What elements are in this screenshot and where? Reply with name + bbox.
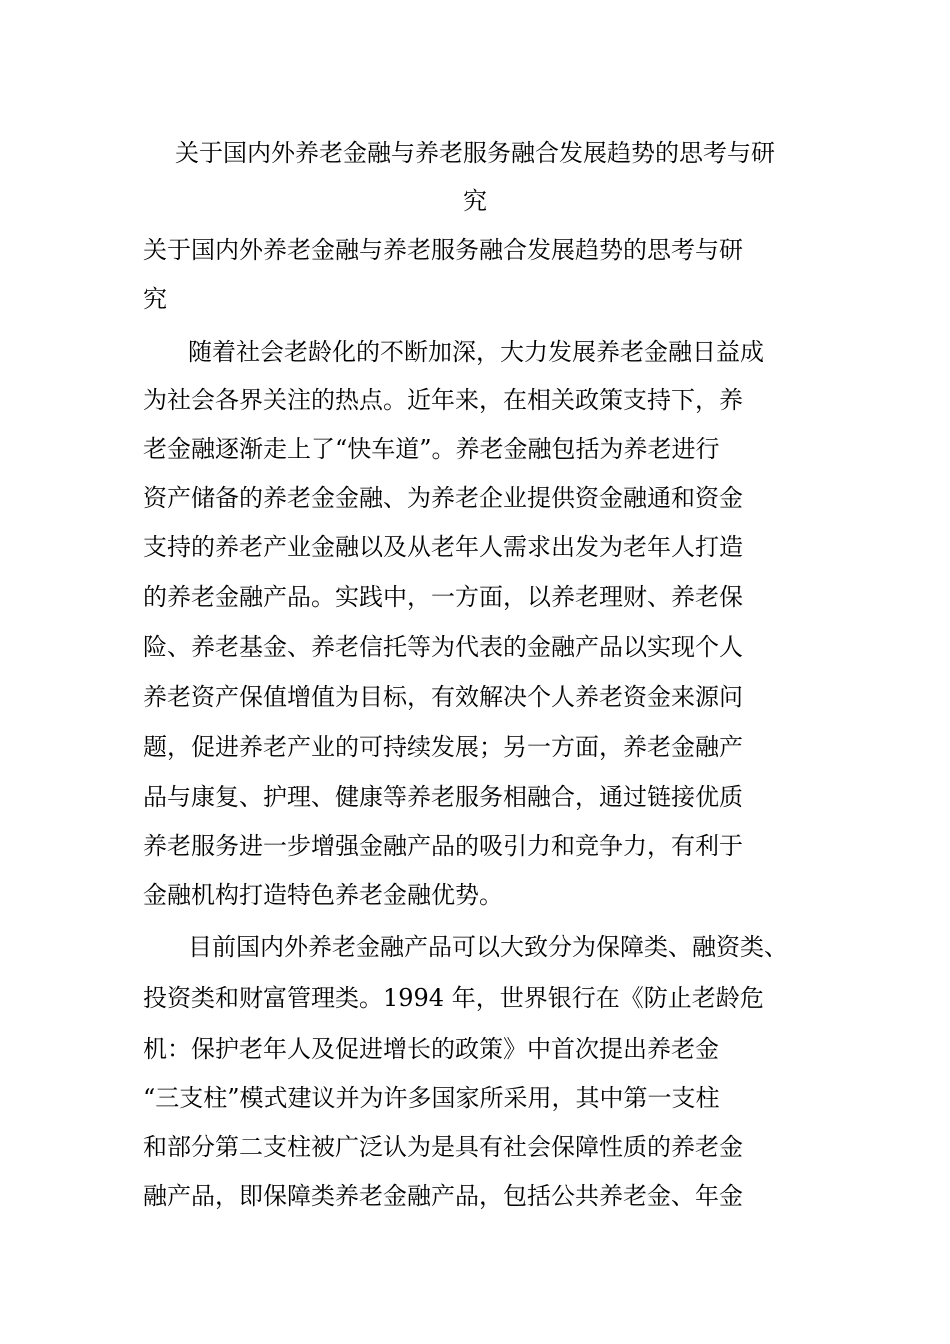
paragraph-1-line-5: 支持的养老产业金融以及从老年人需求出发为老年人打造 (143, 533, 743, 561)
paragraph-1-line-9: 题，促进养老产业的可持续发展；另一方面，养老金融产 (143, 733, 743, 761)
paragraph-1-line-11: 养老服务进一步增强金融产品的吸引力和竞争力，有利于 (143, 832, 743, 860)
paragraph-2-line-1: 目前国内外养老金融产品可以大致分为保障类、融资类、 (188, 933, 788, 961)
paragraph-2-line-6: 融产品，即保障类养老金融产品，包括公共养老金、年金 (143, 1182, 743, 1210)
subtitle-line-2: 究 (143, 285, 167, 313)
paragraph-1-line-6: 的养老金融产品。实践中，一方面，以养老理财、养老保 (143, 583, 743, 611)
paragraph-1-line-8: 养老资产保值增值为目标，有效解决个人养老资金来源问 (143, 683, 743, 711)
paragraph-1-line-4: 资产储备的养老金金融、为养老企业提供资金融通和资金 (143, 484, 743, 512)
paragraph-2-line-2: 投资类和财富管理类。1994 年，世界银行在《防止老龄危 (143, 984, 764, 1012)
paragraph-2-line-4: “三支柱”模式建议并为许多国家所采用，其中第一支柱 (143, 1084, 720, 1112)
paragraph-1-line-7: 险、养老基金、养老信托等为代表的金融产品以实现个人 (143, 633, 743, 661)
paragraph-1-line-1: 随着社会老龄化的不断加深，大力发展养老金融日益成 (188, 338, 764, 366)
subtitle-line-1: 关于国内外养老金融与养老服务融合发展趋势的思考与研 (143, 236, 743, 264)
document-title-line-1: 关于国内外养老金融与养老服务融合发展趋势的思考与研 (175, 139, 775, 167)
paragraph-1-line-3: 老金融逐渐走上了“快车道”。养老金融包括为养老进行 (143, 435, 720, 463)
paragraph-1-line-12: 金融机构打造特色养老金融优势。 (143, 881, 503, 909)
paragraph-2-line-3: 机：保护老年人及促进增长的政策》中首次提出养老金 (143, 1035, 719, 1063)
document-title-line-2: 究 (463, 187, 487, 215)
paragraph-1-line-2: 为社会各界关注的热点。近年来，在相关政策支持下，养 (143, 386, 743, 414)
paragraph-2-line-5: 和部分第二支柱被广泛认为是具有社会保障性质的养老金 (143, 1133, 743, 1161)
paragraph-1-line-10: 品与康复、护理、健康等养老服务相融合，通过链接优质 (143, 783, 743, 811)
